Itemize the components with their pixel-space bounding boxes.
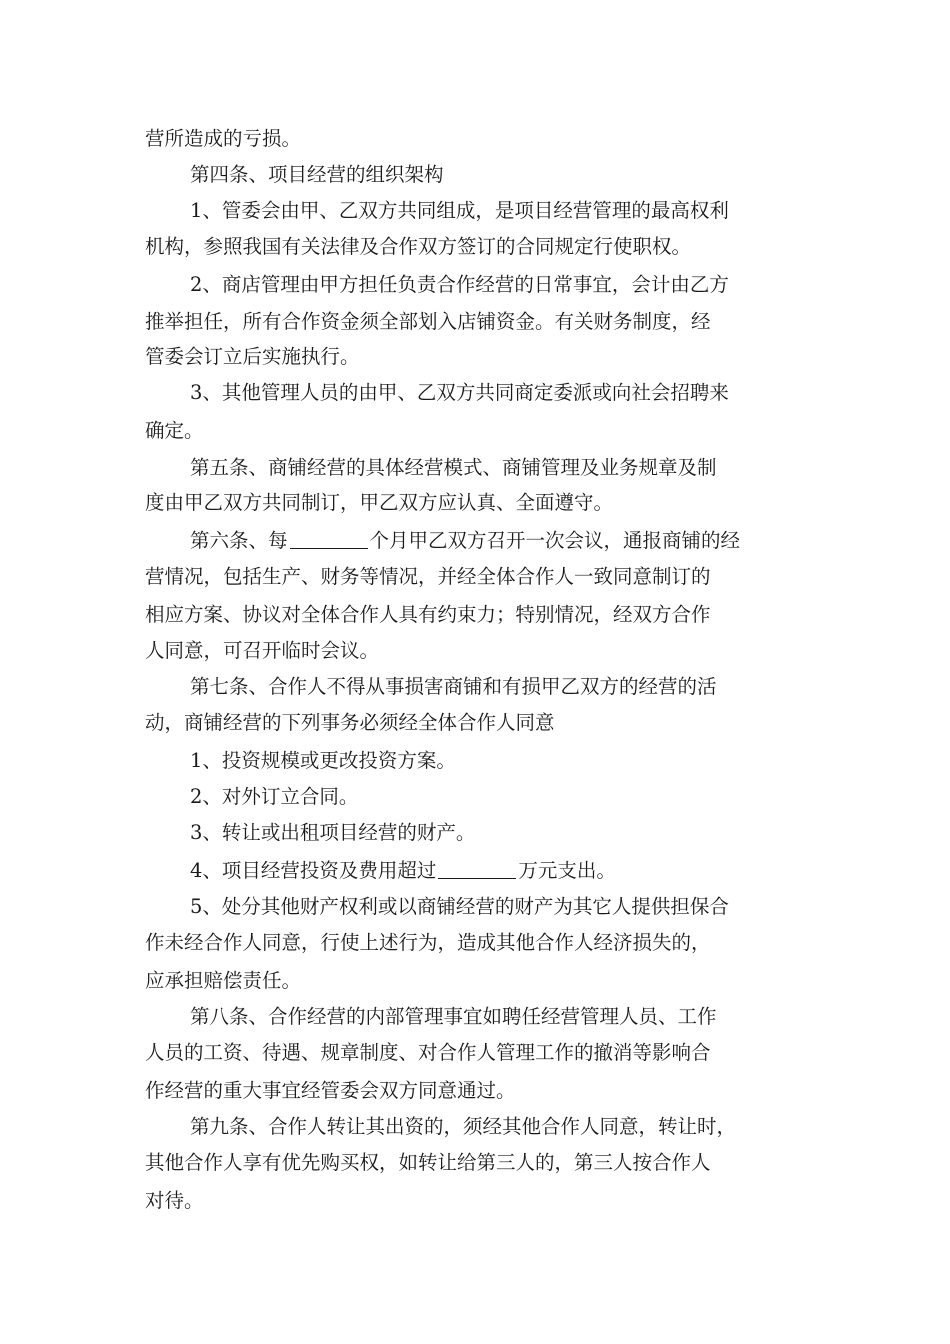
line-text: 营所造成的亏损。: [145, 127, 302, 150]
text-line: [0, 1072, 950, 1110]
line-text-before-blank: 第六条、每: [190, 529, 288, 552]
line-text: 营情况，包括生产、财务等情况，并经全体合作人一致同意制订的: [145, 565, 711, 588]
line-text: 相应方案、协议对全体合作人具有约束力；特别情况，经双方合作: [145, 603, 711, 626]
text-line: [0, 1108, 950, 1146]
line-text: 确定。: [145, 419, 204, 442]
line-text: 机构，参照我国有关法律及合作双方签订的合同规定行使职权。: [145, 235, 692, 258]
text-line: [0, 522, 950, 560]
line-text-before-blank: 4、项目经营投资及费用超过: [190, 859, 437, 882]
blank-underline: [438, 858, 516, 879]
text-line: [0, 1034, 950, 1072]
text-line: [0, 228, 950, 266]
list-item: [0, 778, 950, 816]
line-text: 管委会订立后实施执行。: [145, 345, 360, 368]
text-line: [0, 449, 950, 487]
list-item: [0, 888, 950, 926]
line-text: 度由甲乙双方共同制订，甲乙双方应认真、全面遵守。: [145, 491, 614, 514]
line-text: 第八条、合作经营的内部管理事宜如聘任经营管理人员、工作: [190, 1005, 717, 1028]
line-text: 2、商店管理由甲方担任负责合作经营的日常事宜，会计由乙方: [190, 273, 729, 296]
line-text: [190, 522, 740, 560]
text-line: [0, 120, 950, 158]
text-line: [0, 303, 950, 341]
line-text: 人员的工资、待遇、规章制度、对合作人管理工作的撤消等影响合: [145, 1041, 711, 1064]
list-item: [0, 814, 950, 852]
line-text: 应承担赔偿责任。: [145, 969, 302, 992]
list-item: [0, 742, 950, 780]
text-line: [0, 1144, 950, 1182]
text-line: [0, 998, 950, 1036]
line-text: 动，商铺经营的下列事务必须经全体合作人同意: [145, 711, 555, 734]
text-line: [0, 374, 950, 412]
text-line: [0, 266, 950, 304]
line-text: 其他合作人享有优先购买权，如转让给第三人的，第三人按合作人: [145, 1151, 711, 1174]
line-text: 3、转让或出租项目经营的财产。: [190, 821, 476, 844]
section-heading-article-4: [0, 156, 950, 194]
text-line: [0, 192, 950, 230]
text-line: [0, 632, 950, 670]
line-text-after-blank: 万元支出。: [518, 859, 616, 882]
line-text: 对待。: [145, 1189, 204, 1212]
text-line: [0, 484, 950, 522]
text-line: [0, 668, 950, 706]
line-text: 第四条、项目经营的组织架构: [190, 163, 444, 186]
line-text: 3、其他管理人员的由甲、乙双方共同商定委派或向社会招聘来: [190, 381, 729, 404]
line-text: 作经营的重大事宜经管委会双方同意通过。: [145, 1079, 516, 1102]
text-line: [0, 558, 950, 596]
line-text-after-blank: 个月甲乙双方召开一次会议，通报商铺的经: [369, 529, 741, 552]
line-text: [190, 852, 616, 890]
line-text: 1、投资规模或更改投资方案。: [190, 749, 456, 772]
blank-underline: [290, 528, 368, 549]
line-text: 第九条、合作人转让其出资的，须经其他合作人同意，转让时，: [190, 1115, 737, 1138]
text-line: [0, 1182, 950, 1220]
line-text: 作未经合作人同意，行使上述行为，造成其他合作人经济损失的，: [145, 931, 711, 954]
line-text: 第七条、合作人不得从事损害商铺和有损甲乙双方的经营的活: [190, 675, 717, 698]
list-item: [0, 852, 950, 890]
line-text: 第五条、商铺经营的具体经营模式、商铺管理及业务规章及制: [190, 456, 717, 479]
line-text: 5、处分其他财产权利或以商铺经营的财产为其它人提供担保合: [190, 895, 729, 918]
text-line: [0, 412, 950, 450]
text-line: [0, 596, 950, 634]
line-text: 1、管委会由甲、乙双方共同组成，是项目经营管理的最高权利: [190, 199, 729, 222]
text-line: [0, 338, 950, 376]
text-line: [0, 704, 950, 742]
line-text: 推举担任，所有合作资金须全部划入店铺资金。有关财务制度，经: [145, 310, 711, 333]
line-text: 人同意，可召开临时会议。: [145, 639, 380, 662]
text-line: [0, 924, 950, 962]
line-text: 2、对外订立合同。: [190, 785, 359, 808]
text-line: [0, 962, 950, 1000]
